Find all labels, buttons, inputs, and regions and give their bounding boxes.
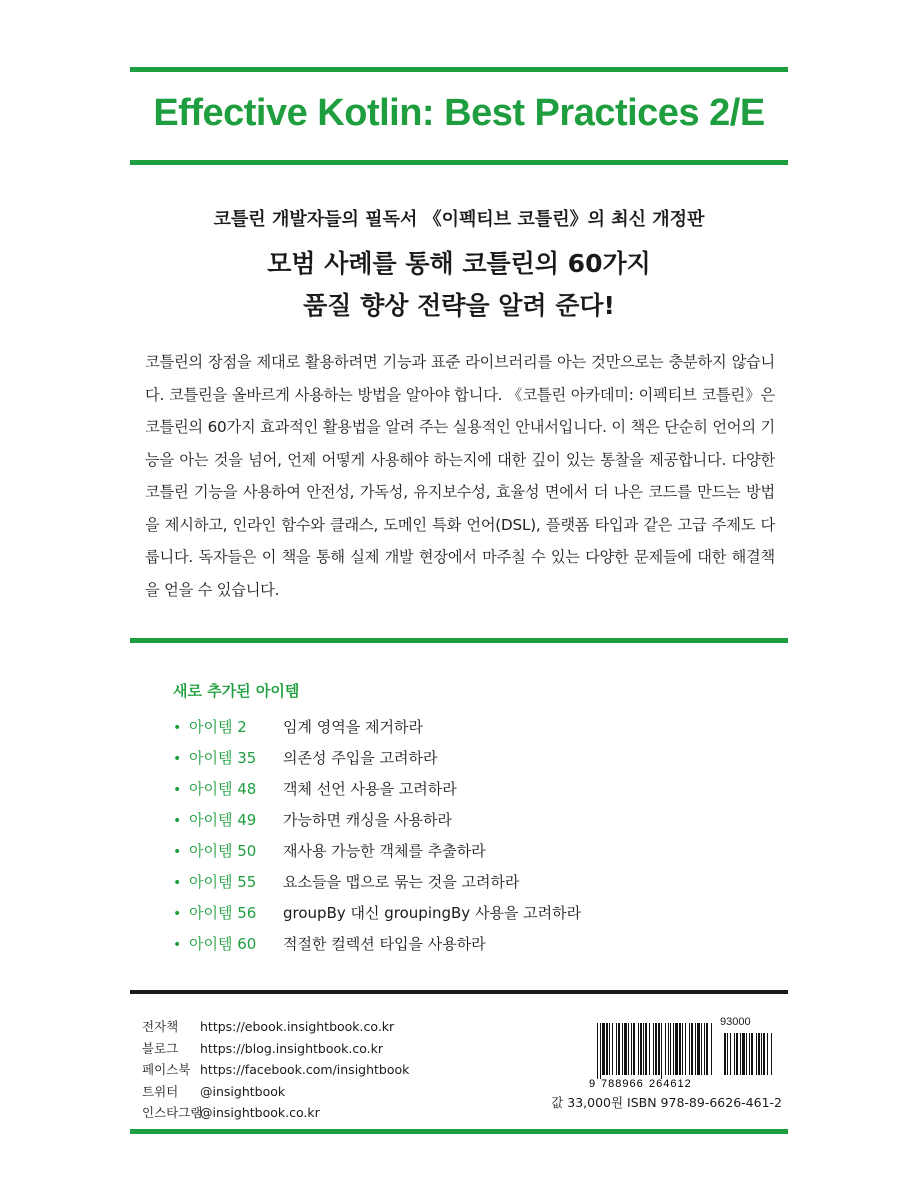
barcode-bar	[653, 1023, 654, 1075]
list-item	[173, 743, 581, 774]
list-item	[173, 898, 581, 929]
barcode-bar	[640, 1023, 642, 1075]
item-description: 의존성 주입을 고려하라	[283, 749, 438, 767]
barcode-icon	[577, 1019, 777, 1089]
barcode-bar	[691, 1023, 693, 1075]
link-value: https://blog.insightbook.co.kr	[200, 1040, 384, 1056]
bullet-icon: •	[173, 813, 182, 829]
footer-rule	[130, 990, 788, 994]
item-description: 임계 영역을 제거하라	[283, 718, 423, 736]
item-number: 아이템 55	[189, 873, 257, 891]
barcode-addon-bar	[756, 1033, 757, 1075]
barcode-bar	[655, 1023, 657, 1075]
link-value: @insightbook	[200, 1083, 286, 1099]
link-label: 페이스북	[142, 1062, 191, 1077]
item-number: 아이템 56	[189, 904, 257, 922]
item-description: 재사용 가능한 객체를 추출하라	[283, 842, 486, 860]
barcode-bar	[689, 1023, 690, 1075]
item-number: 아이템 49	[189, 811, 257, 829]
bullet-icon: •	[173, 875, 182, 891]
list-item	[173, 805, 581, 836]
barcode-addon-bar	[730, 1033, 731, 1075]
link-value: https://facebook.com/insightbook	[200, 1062, 410, 1077]
link-row-facebook	[142, 1059, 409, 1081]
barcode-bar	[618, 1023, 620, 1075]
item-number: 아이템 2	[189, 718, 247, 736]
section-rule	[130, 638, 788, 643]
barcode-bar	[597, 1023, 598, 1079]
barcode-addon-bar	[742, 1033, 745, 1075]
book-description: 코틀린의 장점을 제대로 활용하려면 기능과 표준 라이브러리를 아는 것만으로는 충분하지 않습니다. 코틀린을 올바르게 사용하는 방법을 알아야 합니다. 《코틀린 아카데미: 이펙티브 코틀린》은 코틀린의 60가지 효과적인 활용법을 알려 주는 실용적인 안내서입니다. 이 책은 단순히 언어의 기능을 아는 것을 넘어, 언제 어떻게 사용해야 하는지에 대한 깊이 있는 통찰을 제공합니다. 다양한 코틀린 기능을 사용하여 안전성, 가독성, 유지보수성, 효율성 면에서 더 나은 코드를 만드는 방법을 제시하고, 인라인 함수와 클래스, 도메인 특화 언어(DSL), 플랫폼 타입과 같은 고급 주제도 다룹니다. 독자들은 이 책을 통해 실제 개발 현장에서 마주칠 수 있는 다양한 문제들에 대한 해결책을 얻을 수 있습니다.	[145, 353, 775, 599]
book-title: Effective Kotlin: Best Practices 2/E	[153, 92, 765, 134]
bullet-icon: •	[173, 844, 182, 860]
barcode-bar	[679, 1023, 681, 1075]
price-isbn: 값 33,000원 ISBN 978-89-6626-461-2	[551, 1095, 782, 1110]
new-items-list	[173, 712, 581, 960]
barcode-bar	[697, 1023, 700, 1075]
barcode-bar	[682, 1023, 683, 1075]
barcode-bar	[612, 1023, 613, 1075]
barcode-addon-bar	[736, 1033, 738, 1075]
barcode-bar	[638, 1023, 639, 1075]
barcode-addon-bar	[740, 1033, 741, 1075]
barcode-addon-bar	[749, 1033, 750, 1075]
barcode-bar	[602, 1023, 605, 1075]
barcode-bar	[606, 1023, 608, 1075]
item-number: 아이템 48	[189, 780, 257, 798]
barcode-bar	[633, 1023, 635, 1075]
barcode-addon-bar	[734, 1033, 735, 1075]
title-rule	[130, 160, 788, 165]
barcode-addon-bar	[761, 1033, 762, 1075]
barcode-bar	[622, 1023, 623, 1075]
item-number: 아이템 60	[189, 935, 257, 953]
bullet-icon: •	[173, 906, 182, 922]
item-description: groupBy 대신 groupingBy 사용을 고려하라	[283, 904, 582, 922]
barcode-bar	[616, 1023, 617, 1075]
barcode-bar	[661, 1023, 662, 1079]
link-row-ebook	[142, 1016, 409, 1038]
barcode-addon-bar	[767, 1033, 768, 1075]
barcode-bar	[658, 1023, 660, 1075]
barcode-addon-bar	[763, 1033, 765, 1075]
barcode-addon-bar	[746, 1033, 747, 1075]
barcode-bar	[711, 1023, 712, 1075]
barcode-bar	[670, 1023, 671, 1075]
bullet-icon: •	[173, 720, 182, 736]
barcode-bar	[665, 1023, 666, 1075]
barcode-bar	[643, 1023, 644, 1075]
barcode-digits-group2: 264612	[649, 1078, 692, 1089]
bullet-icon: •	[173, 937, 182, 953]
barcode-bar	[631, 1023, 632, 1075]
item-description: 적절한 컬렉션 타입을 사용하라	[283, 935, 486, 953]
list-item	[173, 929, 581, 960]
barcode-digit-first: 9	[589, 1078, 596, 1089]
subtitle: 코틀린 개발자들의 필독서 《이펙티브 코틀린》의 최신 개정판	[213, 209, 705, 230]
bullet-icon: •	[173, 751, 182, 767]
barcode-bar	[673, 1023, 674, 1075]
barcode-bar	[701, 1023, 702, 1075]
barcode-addon-bar	[751, 1033, 753, 1075]
barcode-bar	[668, 1023, 669, 1075]
barcode-bar	[600, 1023, 601, 1079]
link-value: https://ebook.insightbook.co.kr	[200, 1019, 395, 1034]
item-number: 아이템 50	[189, 842, 257, 860]
headline	[130, 243, 788, 327]
barcode-digits-group1: 788966	[601, 1078, 644, 1089]
item-description: 객체 선언 사용을 고려하라	[283, 780, 457, 798]
barcode-bar	[675, 1023, 678, 1075]
link-row-twitter	[142, 1081, 409, 1103]
publisher-links	[142, 1016, 409, 1124]
link-label: 블로그	[142, 1040, 179, 1056]
headline-line-2: 품질 향상 전략을 알려 준다!	[303, 291, 615, 320]
bottom-rule	[130, 1129, 788, 1134]
headline-line-1: 모범 사례를 통해 코틀린의 60가지	[267, 249, 651, 278]
list-item	[173, 836, 581, 867]
barcode-addon-bar	[758, 1033, 760, 1075]
barcode-bar	[704, 1023, 705, 1075]
link-label: 전자책	[142, 1019, 179, 1034]
barcode-addon-number: 93000	[720, 1016, 751, 1028]
barcode-bar	[695, 1023, 696, 1075]
new-items-heading: 새로 추가된 아이템	[173, 682, 300, 700]
barcode-addon-bar	[727, 1033, 728, 1075]
barcode-bar	[685, 1023, 686, 1075]
barcode-addon-bar	[724, 1033, 726, 1075]
link-row-instagram	[142, 1102, 409, 1124]
item-description: 가능하면 캐싱을 사용하라	[283, 811, 452, 829]
barcode-bar	[706, 1023, 708, 1075]
list-item	[173, 774, 581, 805]
link-row-blog	[142, 1038, 409, 1060]
barcode-bar	[624, 1023, 627, 1075]
isbn-barcode	[577, 1019, 777, 1089]
bullet-icon: •	[173, 782, 182, 798]
link-label: 트위터	[142, 1083, 179, 1099]
top-rule	[130, 67, 788, 72]
barcode-bar	[628, 1023, 629, 1075]
barcode-bar	[649, 1023, 650, 1075]
barcode-bar	[645, 1023, 647, 1075]
barcode-bar	[609, 1023, 610, 1075]
barcode-addon-bar	[771, 1033, 772, 1075]
list-item	[173, 867, 581, 898]
link-value: @insightbook.co.kr	[200, 1105, 320, 1120]
item-number: 아이템 35	[189, 749, 257, 767]
item-description: 요소들을 맵으로 묶는 것을 고려하라	[283, 873, 520, 891]
list-item	[173, 712, 581, 743]
link-label: 인스타그램	[142, 1105, 203, 1120]
